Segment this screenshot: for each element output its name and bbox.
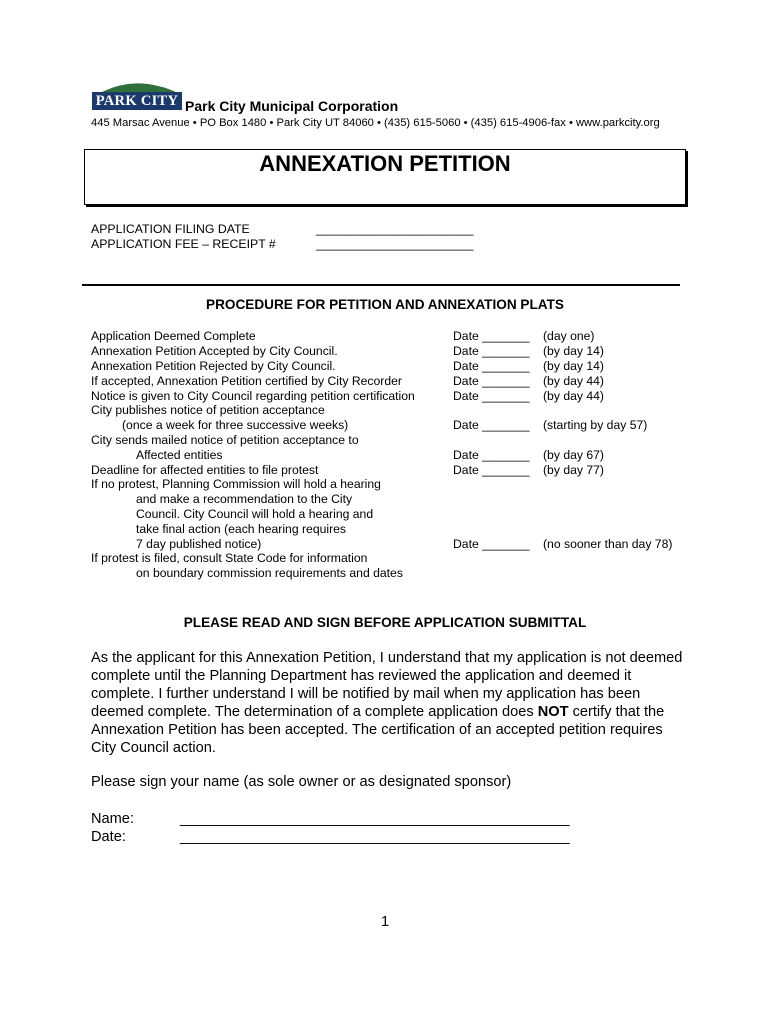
date-field[interactable]: Date _______ bbox=[453, 329, 530, 343]
signature-date-label: Date: bbox=[91, 829, 126, 845]
procedure-step: Deadline for affected entities to file protest bbox=[91, 463, 319, 477]
procedure-step: If no protest, Planning Commission will hold a hearing bbox=[91, 477, 381, 491]
timing-note: (by day 44) bbox=[543, 389, 604, 403]
logo-wordmark: PARK CITY bbox=[92, 92, 182, 110]
timing-note: (by day 77) bbox=[543, 463, 604, 477]
procedure-step: (once a week for three successive weeks) bbox=[122, 418, 349, 432]
timing-note: (by day 67) bbox=[543, 448, 604, 462]
acknowledgement-heading: PLEASE READ AND SIGN BEFORE APPLICATION SUBMITTAL bbox=[183, 615, 587, 630]
procedure-step: Council. City Council will hold a hearing and bbox=[136, 507, 374, 521]
timing-note: (starting by day 57) bbox=[543, 418, 648, 432]
paragraph-text: certify that the Annexation Petition has been accepted. The certification of an accepted petition requires City Council action. bbox=[91, 704, 665, 756]
page-number: 1 bbox=[380, 914, 390, 930]
paragraph-text: As the applicant for this Annexation Petition, I understand that my application is not deemed complete until the Planning Department has reviewed the application and deemed it complete. I further understand I will be notified by mail when my application has been deemed complete. The determination of a complete application does bbox=[91, 650, 683, 720]
organization-name: Park City Municipal Corporation bbox=[185, 98, 399, 114]
date-field[interactable]: Date _______ bbox=[453, 463, 530, 477]
procedure-step: and make a recommendation to the City bbox=[136, 492, 353, 506]
fee-receipt-label: APPLICATION FEE – RECEIPT # bbox=[91, 237, 276, 251]
procedure-step: City publishes notice of petition acceptance bbox=[91, 403, 325, 417]
section-divider bbox=[82, 284, 680, 286]
date-field[interactable]: Date _______ bbox=[453, 359, 530, 373]
organization-address: 445 Marsac Avenue • PO Box 1480 • Park City UT 84060 • (435) 615-5060 • (435) 615-4906-fax • www.parkcity.org bbox=[91, 117, 660, 129]
procedure-step: Annexation Petition Accepted by City Council. bbox=[91, 344, 338, 358]
filing-date-field[interactable]: _______________________ bbox=[316, 222, 474, 236]
procedure-step: If accepted, Annexation Petition certified by City Recorder bbox=[91, 374, 402, 388]
date-field[interactable]: Date _______ bbox=[453, 344, 530, 358]
procedure-step: Affected entities bbox=[136, 448, 223, 462]
procedure-step: Annexation Petition Rejected by City Council. bbox=[91, 359, 336, 373]
date-field[interactable]: Date _______ bbox=[453, 418, 530, 432]
date-field[interactable]: Date _______ bbox=[453, 374, 530, 388]
procedure-heading: PROCEDURE FOR PETITION AND ANNEXATION PLATS bbox=[206, 297, 564, 312]
procedure-step: on boundary commission requirements and dates bbox=[136, 566, 403, 580]
filing-date-label: APPLICATION FILING DATE bbox=[91, 222, 250, 236]
name-field[interactable]: ________________________________________________ bbox=[180, 811, 570, 827]
procedure-step: 7 day published notice) bbox=[136, 537, 262, 551]
fee-receipt-field[interactable]: _______________________ bbox=[316, 237, 474, 251]
paragraph-emphasis: NOT bbox=[537, 704, 569, 720]
procedure-step: If protest is filed, consult State Code for information bbox=[91, 551, 368, 565]
procedure-step: Notice is given to City Council regarding petition certification bbox=[91, 389, 415, 403]
timing-note: (day one) bbox=[543, 329, 595, 343]
date-field[interactable]: Date _______ bbox=[453, 537, 530, 551]
procedure-step: Application Deemed Complete bbox=[91, 329, 256, 343]
procedure-step: take final action (each hearing requires bbox=[136, 522, 347, 536]
timing-note: (by day 14) bbox=[543, 359, 604, 373]
date-field[interactable]: Date _______ bbox=[453, 448, 530, 462]
page-title: ANNEXATION PETITION bbox=[259, 151, 511, 176]
timing-note: (by day 14) bbox=[543, 344, 604, 358]
sign-prompt: Please sign your name (as sole owner or as designated sponsor) bbox=[91, 774, 512, 790]
park-city-logo bbox=[88, 80, 184, 114]
name-label: Name: bbox=[91, 811, 134, 827]
date-field[interactable]: Date _______ bbox=[453, 389, 530, 403]
acknowledgement-paragraph bbox=[91, 649, 691, 757]
timing-note: (by day 44) bbox=[543, 374, 604, 388]
procedure-step: City sends mailed notice of petition acceptance to bbox=[91, 433, 359, 447]
timing-note: (no sooner than day 78) bbox=[543, 537, 673, 551]
signature-date-field[interactable]: ________________________________________________ bbox=[180, 829, 570, 845]
